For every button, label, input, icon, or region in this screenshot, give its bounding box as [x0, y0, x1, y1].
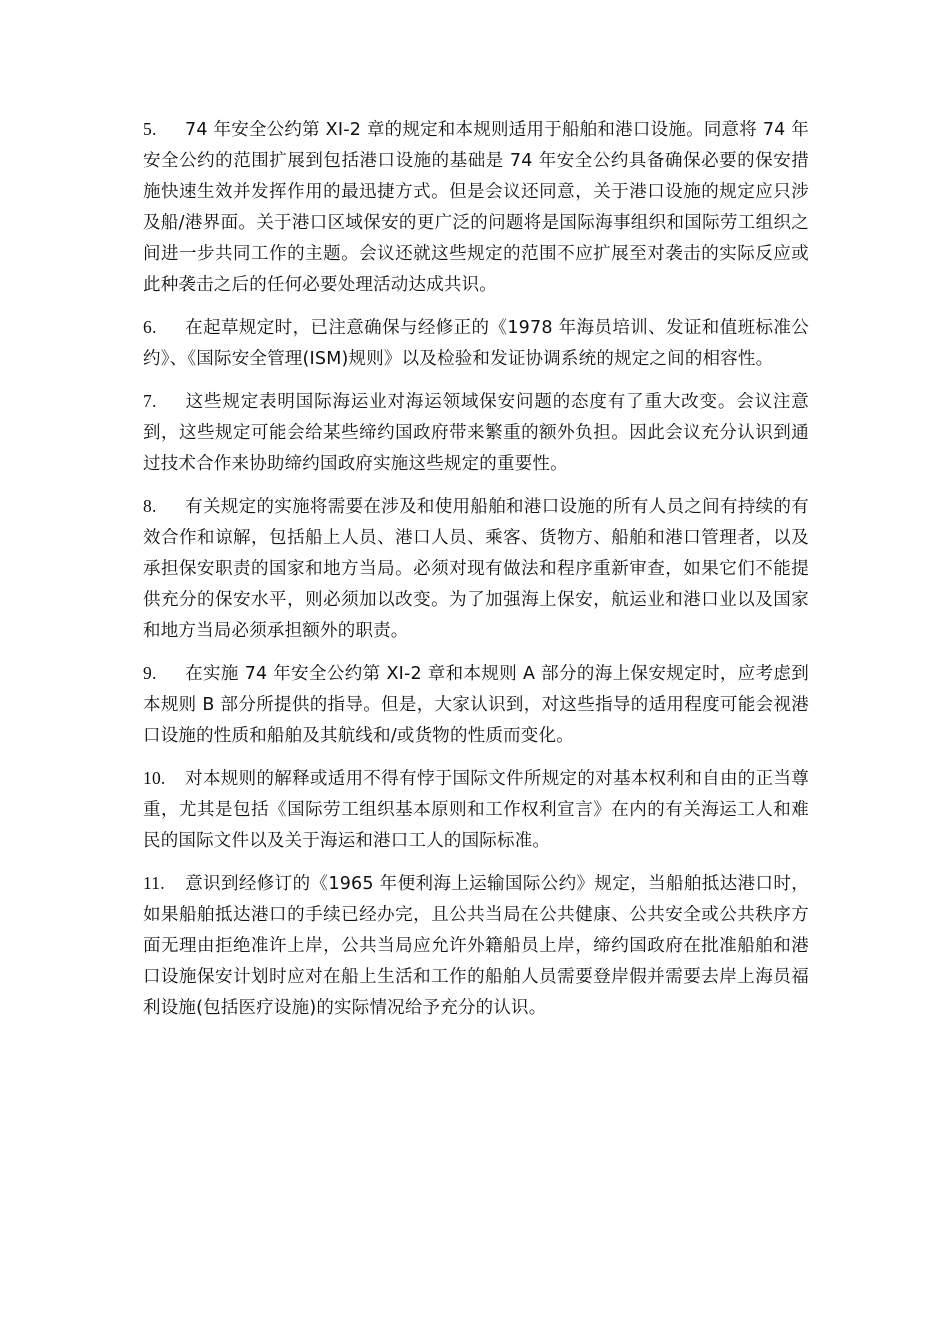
paragraph-number: 11. [143, 873, 165, 893]
paragraph-5 [143, 114, 809, 301]
paragraph-text: 在实施 74 年安全公约第 XI-2 章和本规则 A 部分的海上保安规定时，应考虑到本规则 B 部分所提供的指导。但是，大家认识到，对这些指导的适用程度可能会视港口设施的性质和船舶及其航线和/或货物的性质而变化。 [143, 664, 809, 746]
paragraph-9 [143, 658, 809, 752]
paragraph-number: 8. [143, 496, 157, 516]
paragraph-8 [143, 491, 809, 647]
paragraph-6 [143, 312, 809, 375]
paragraph-number: 5. [143, 119, 157, 139]
paragraph-text: 74 年安全公约第 XI-2 章的规定和本规则适用于船舶和港口设施。同意将 74 年安全公约的范围扩展到包括港口设施的基础是 74 年安全公约具备确保必要的保安措施快速生效并发挥作用的最迅捷方式。但是会议还同意，关于港口设施的规定应只涉及船/港界面。关于港口区域保安的更广泛的问题将是国际海事组织和国际劳工组织之间进一步共同工作的主题。会议还就这些规定的范围不应扩展至对袭击的实际反应或此种袭击之后的任何必要处理活动达成共识。 [143, 120, 809, 295]
paragraph-number: 7. [143, 391, 157, 411]
paragraph-text: 在起草规定时，已注意确保与经修正的《1978 年海员培训、发证和值班标准公约》、《国际安全管理(ISM)规则》以及检验和发证协调系统的规定之间的相容性。 [143, 318, 809, 369]
paragraph-text: 意识到经修订的《1965 年便利海上运输国际公约》规定，当船舶抵达港口时，如果船舶抵达港口的手续已经办完，且公共当局在公共健康、公共安全或公共秩序方面无理由拒绝准许上岸，公共当局应允许外籍船员上岸，缔约国政府在批准船舶和港口设施保安计划时应对在船上生活和工作的船舶人员需要登岸假并需要去岸上海员福利设施(包括医疗设施)的实际情况给予充分的认识。 [143, 874, 809, 1018]
paragraph-11 [143, 868, 809, 1024]
paragraph-number: 10. [143, 768, 166, 788]
paragraph-10 [143, 763, 809, 857]
paragraph-number: 9. [143, 663, 157, 683]
paragraph-text: 有关规定的实施将需要在涉及和使用船舶和港口设施的所有人员之间有持续的有效合作和谅解，包括船上人员、港口人员、乘客、货物方、船舶和港口管理者，以及承担保安职责的国家和地方当局。必须对现有做法和程序重新审查，如果它们不能提供充分的保安水平，则必须加以改变。为了加强海上保安，航运业和港口业以及国家和地方当局必须承担额外的职责。 [143, 497, 809, 641]
paragraph-number: 6. [143, 317, 157, 337]
paragraph-7 [143, 386, 809, 480]
paragraph-text: 这些规定表明国际海运业对海运领域保安问题的态度有了重大改变。会议注意到，这些规定可能会给某些缔约国政府带来繁重的额外负担。因此会议充分认识到通过技术合作来协助缔约国政府实施这些规定的重要性。 [143, 392, 809, 474]
paragraph-text: 对本规则的解释或适用不得有悖于国际文件所规定的对基本权利和自由的正当尊重，尤其是包括《国际劳工组织基本原则和工作权利宣言》在内的有关海运工人和难民的国际文件以及关于海运和港口工人的国际标准。 [143, 769, 809, 851]
document-body [143, 114, 809, 1035]
